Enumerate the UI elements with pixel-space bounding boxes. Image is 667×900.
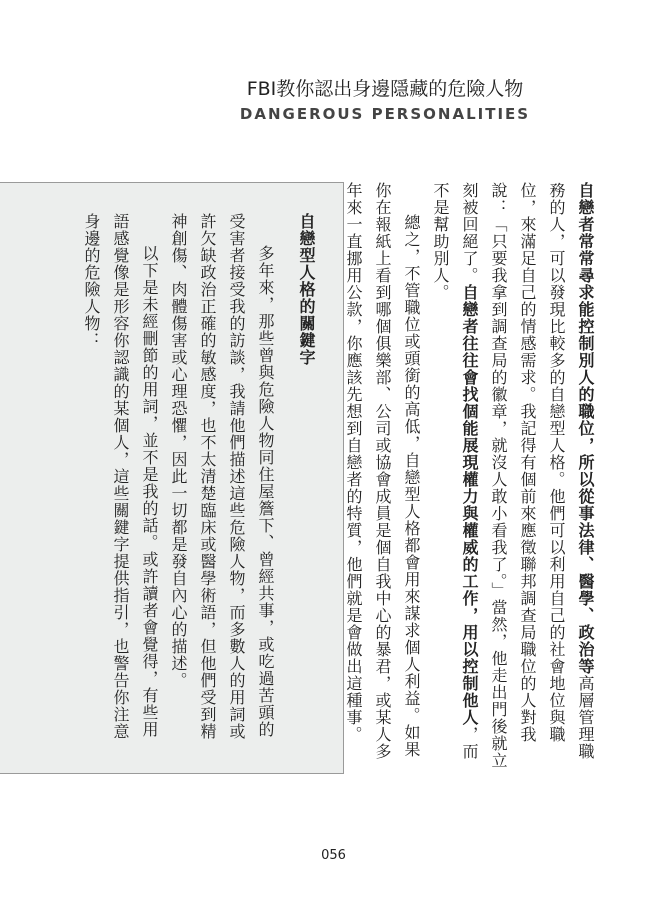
bold-phrase-2: 自戀者往往會找個能展現權力與權威的工作，用以控制他人 — [460, 284, 479, 726]
main-text-column — [344, 182, 600, 772]
main-paragraph-1-tail: ，而不是幫助別人。 — [431, 182, 479, 760]
sidebar-heading: 自戀型人格的關鍵字 — [297, 213, 316, 366]
sidebar-content — [77, 213, 321, 753]
sidebar-paragraph-1: 多年來，那些曾與危險人物同住屋簷下、曾經共事，或吃過苦頭的受害者接受我的訪談，我請他們描述這些危險人物，而多數人的用詞或許欠缺政治正確的敏感度，也不太清楚臨床或醫學術語，但他們受到精神創傷、肉體傷害或心理恐懼，因此一切都是發自內心的描述。 — [169, 213, 275, 740]
sidebar-box — [0, 182, 344, 774]
main-paragraph-1-text: 高層管理職務的人，可以發現比較多的自戀型人格。他們可以利用自己的社會地位與職位，來滿足自己的情感需求。我記得有個前來應徵聯邦調查局職位的人對我說：「只要我拿到調查局的徽章，就沒人敢小看我了。」當然，他走出門後就立刻被回絕了。 — [460, 182, 595, 769]
page-number: 056 — [321, 848, 346, 863]
bold-phrase-1: 自戀者常常尋求能控制別人的職位，所以從事法律、醫學、政治等 — [576, 182, 595, 675]
main-paragraph-1 — [426, 182, 600, 772]
running-header-subtitle: DANGEROUS PERSONALITIES — [239, 105, 531, 123]
main-paragraph-2: 總之，不管職位或頭銜的高低，自戀型人格都會用來謀求個人利益。如果你在報紙上看到哪個俱樂部、公司或協會成員是個自我中心的暴君，或某人多年來一直挪用公款，你應該先想到自戀者的特質，他們就是會做出這種事。 — [344, 182, 421, 760]
running-header-title: FBI教你認出身邊隱藏的危險人物 — [246, 78, 524, 100]
sidebar-paragraph-2: 以下是未經刪節的用詞，並不是我的話。或許讀者會覺得，有些用語感覺像是形容你認識的某個人，這些關鍵字提供指引，也警告你注意身邊的危險人物： — [82, 213, 159, 740]
